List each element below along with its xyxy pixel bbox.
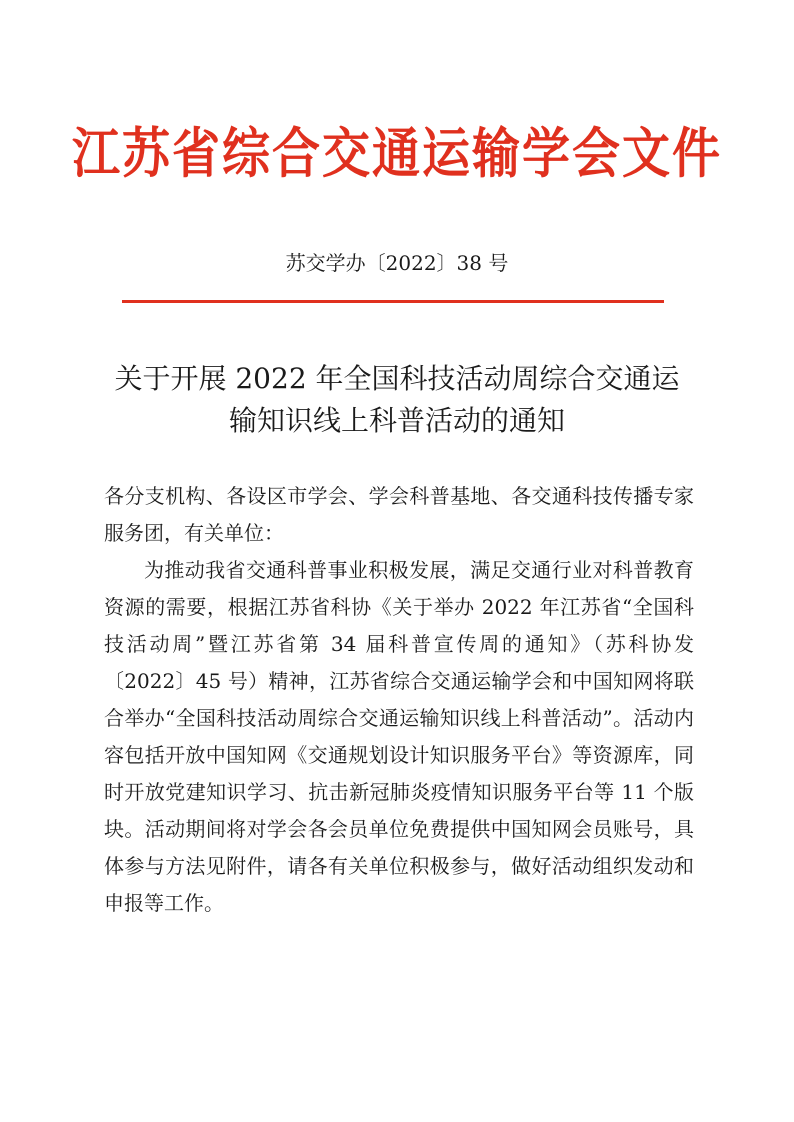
document-title-line-1: 关于开展 2022 年全国科技活动周综合交通运 <box>114 362 680 395</box>
body-paragraph: 为推动我省交通科普事业积极发展，满足交通行业对科普教育资源的需要，根据江苏省科协《关于举办 2022 年江苏省“全国科技活动周”暨江苏省第 34 届科普宣传周的通知》（苏科协发〔2022〕45 号）精神，江苏省综合交通运输学会和中国知网将联合举办“全国科技活动周综合交通运输知识线上科普活动”。活动内容包括开放中国知网《交通规划设计知识服务平台》等资源库，同时开放党建知识学习、抗击新冠肺炎疫情知识服务平台等 11 个版块。活动期间将对学会各会员单位免费提供中国知网会员账号，具体参与方法见附件，请各有关单位积极参与，做好活动组织发动和申报等工作。 <box>104 558 694 915</box>
document-number: 苏交学办〔2022〕38 号 <box>285 251 509 275</box>
document-title-line-2: 输知识线上科普活动的通知 <box>228 404 565 437</box>
document-title <box>90 358 704 442</box>
organization-header-title: 江苏省综合交通运输学会文件 <box>71 122 722 186</box>
document-body <box>104 478 694 922</box>
addressee-line: 各分支机构、各设区市学会、学会科普基地、各交通科技传播专家服务团，有关单位： <box>104 484 694 545</box>
red-divider-line <box>122 300 664 303</box>
